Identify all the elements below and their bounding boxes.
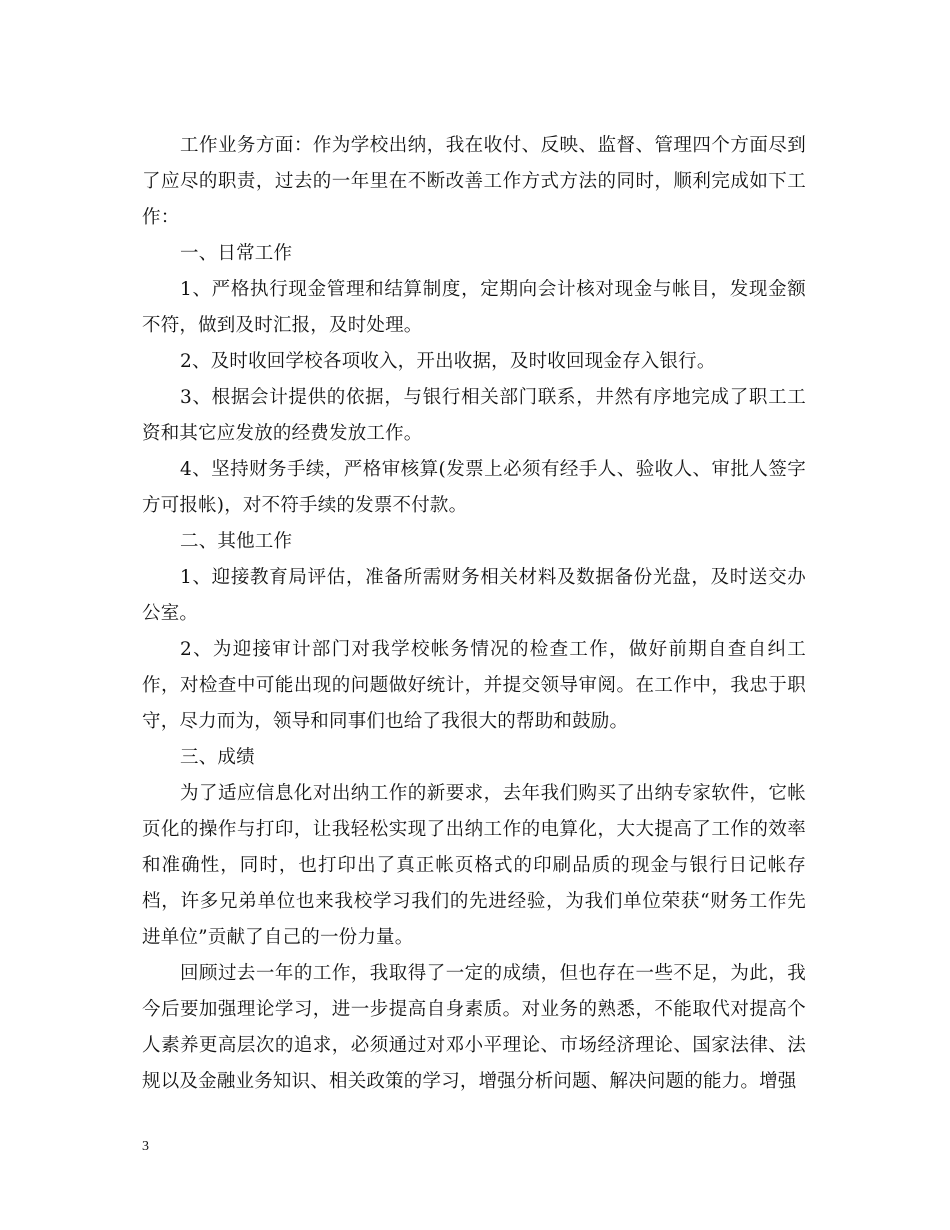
page-number: 3: [142, 1139, 149, 1154]
heading-other-work: 二、其他工作: [180, 531, 293, 552]
paragraph-daily-item-1: 1、严格执行现金管理和结算制度，定期向会计核对现金与帐目，发现金额不符，做到及时汇报，及时处理。: [142, 279, 806, 336]
paragraph-daily-item-2: 2、及时收回学校各项收入，开出收据，及时收回现金存入银行。: [180, 351, 716, 372]
paragraph-achievements: 为了适应信息化对出纳工作的新要求，去年我们购买了出纳专家软件，它帐页化的操作与打印，让我轻松实现了出纳工作的电算化，大大提高了工作的效率和准确性，同时，也打印出了真正帐页格式的印刷品质的现金与银行日记帐存档，许多兄弟单位也来我校学习我们的先进经验，为我们单位荣获“财务工作先进单位”贡献了自己的一份力量。: [142, 783, 806, 948]
document-body: [142, 128, 806, 1100]
paragraph-review: 回顾过去一年的工作，我取得了一定的成绩，但也存在一些不足，为此，我今后要加强理论学习，进一步提高自身素质。对业务的熟悉，不能取代对提高个人素养更高层次的追求，必须通过对邓小平理论、市场经济理论、国家法律、法规以及金融业务知识、相关政策的学习，增强分析问题、解决问题的能力。增强: [142, 963, 806, 1092]
paragraph-other-item-1: 1、迎接教育局评估，准备所需财务相关材料及数据备份光盘，及时送交办公室。: [142, 567, 806, 624]
paragraph-other-item-2: 2、为迎接审计部门对我学校帐务情况的检查工作，做好前期自查自纠工作，对检查中可能出现的问题做好统计，并提交领导审阅。在工作中，我忠于职守，尽力而为，领导和同事们也给了我很大的帮助和鼓励。: [142, 639, 806, 732]
paragraph-daily-item-3: 3、根据会计提供的依据，与银行相关部门联系，井然有序地完成了职工工资和其它应发放的经费发放工作。: [142, 387, 806, 444]
paragraph-work-overview: 工作业务方面：作为学校出纳，我在收付、反映、监督、管理四个方面尽到了应尽的职责，过去的一年里在不断改善工作方式方法的同时，顺利完成如下工作：: [142, 135, 806, 228]
paragraph-daily-item-4: 4、坚持财务手续，严格审核算(发票上必须有经手人、验收人、审批人签字方可报帐)，对不符手续的发票不付款。: [142, 459, 806, 516]
heading-daily-work: 一、日常工作: [180, 243, 293, 264]
heading-achievements: 三、成绩: [180, 747, 255, 768]
